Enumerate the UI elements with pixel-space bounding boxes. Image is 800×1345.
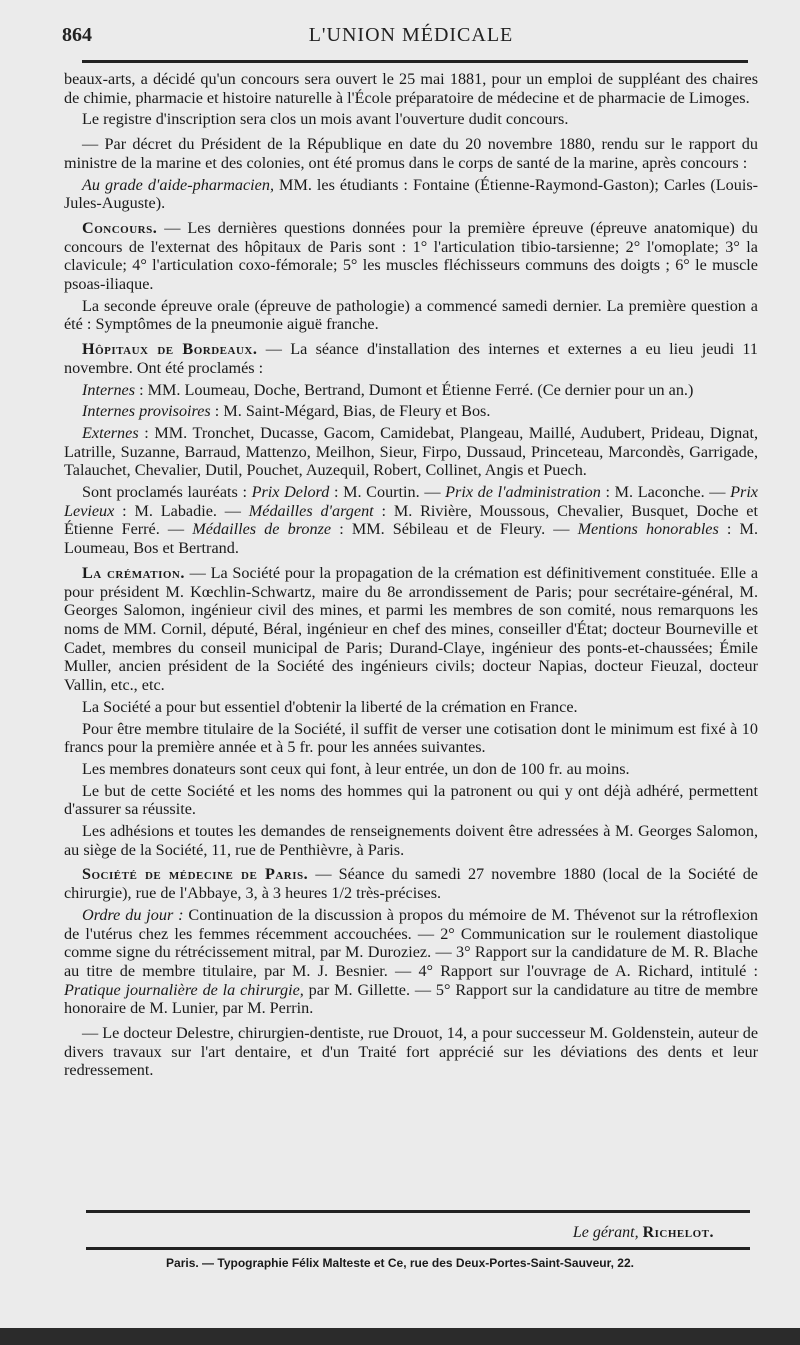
paragraph [64, 340, 758, 377]
italic-lead: Au grade d'aide-pharmacien, [82, 175, 275, 194]
gerant-signature [573, 1224, 714, 1242]
paragraph: Les adhésions et toutes les demandes de renseignements doivent être adressées à M. Georges Salomon, au siège de la Société, 11, rue de Penthièvre, à Paris. [64, 822, 758, 859]
paragraph-text: : M. Saint-Mégard, Bias, de Fleury et Bos. [210, 402, 491, 421]
italic-lead: Internes [82, 380, 136, 399]
text-run: Sont proclamés lauréats : [82, 483, 252, 502]
paragraph [64, 483, 758, 558]
prize-name: Prix Delord [251, 483, 330, 502]
text-run: : MM. Sébileau et de Fleury. — [331, 520, 578, 539]
italic-lead: Externes [82, 423, 139, 442]
paragraph: Les membres donateurs sont ceux qui font, à leur entrée, un don de 100 fr. au moins. [82, 759, 630, 778]
paragraph: La Société a pour but essentiel d'obtenir la liberté de la crémation en France. [82, 697, 578, 716]
running-header [62, 24, 760, 52]
paragraph [64, 402, 758, 421]
paragraph [64, 176, 758, 213]
text-run: : M. Labadie. — [114, 501, 249, 520]
paragraph: Le but de cette Société et les noms des hommes qui la patronent ou qui y ont déjà adhéré, permettent d'assurer sa réussite. [64, 781, 758, 819]
text-run: : M. Rivière, Moussous, Chevalier, Busquet, Doche et Étienne Ferré. — [64, 501, 758, 539]
footer-rule [86, 1247, 750, 1250]
header-rule [82, 60, 748, 63]
section-heading: Hôpitaux de Bordeaux. [82, 340, 258, 359]
paragraph [64, 219, 758, 294]
italic-lead: Internes provisoires [82, 402, 211, 421]
paragraph: beaux-arts, a décidé qu'un concours sera ouvert le 25 mai 1881, pour un emploi de suppléant des chaires de chimie, pharmacie et histoire naturelle à l'École préparatoire de médecine et de pharmacie de Limoges. [64, 70, 758, 107]
prize-name: Prix de l'administration [445, 483, 601, 502]
paragraph: La seconde épreuve orale (épreuve de pathologie) a commencé samedi dernier. La première question a été : Symptômes de la pneumonie aiguë franche. [64, 296, 758, 334]
prize-name: Mentions honorables [577, 520, 719, 539]
printer-imprint: Paris. — Typographie Félix Malteste et Ce, rue des Deux-Portes-Saint-Sauveur, 22. [166, 1256, 634, 1270]
paragraph-text: — La séance d'installation des internes et externes a eu lieu jeudi 11 novembre. Ont été proclamés : [64, 340, 758, 377]
section-heading: La crémation. [82, 563, 185, 582]
paragraph-text: MM. les étudiants : Fontaine (Étienne-Raymond-Gaston); Carles (Louis-Jules-Auguste). [64, 175, 759, 213]
page-number: 864 [62, 24, 92, 46]
text-run: : M. Courtin. — [329, 483, 446, 502]
paragraph-text: — Les dernières questions données pour la première épreuve (épreuve anatomique) du concours de l'externat des hôpitaux de Paris sont : 1° l'articulation tibio-tarsienne; 2° l'omoplate; 3° la clavicule; 4° l'articulation coxo-fémorale; 5° les muscles fléchisseurs communs des doigts ; 6° le muscle psoas-iliaque. [64, 218, 758, 294]
scan-margin [0, 1328, 800, 1345]
journal-title: L'UNION MÉDICALE [308, 24, 514, 46]
section-heading: Société de médecine de Paris. [82, 865, 309, 884]
prize-name: Prix Levieux [64, 483, 758, 520]
text-run: par M. Gillette. — 5° Rapport sur la candidature au titre de membre honoraire de M. Lunier, par M. Perrin. [64, 980, 758, 1018]
paragraph [64, 564, 758, 695]
section-heading: Concours. [82, 218, 158, 237]
text-run: : M. Loumeau, Bos et Bertrand. [64, 520, 758, 558]
italic-lead: Ordre du jour : [82, 905, 184, 924]
paragraph [64, 865, 758, 902]
gerant-name: Richelot. [642, 1224, 714, 1241]
text-run: Continuation de la discussion à propos du mémoire de M. Thévenot sur la rétroflexion de l'utérus chez les femmes récemment accouchées. — 2° Communication sur le roulement diastolique comme signe du rétrécissement mitral, par M. Duroziez. — 3° Rapport sur la candidature de M. R. Blache au titre de membre titulaire, par M. J. Besnier. — 4° Rapport sur l'ouvrage de A. Richard, intitulé : [64, 905, 758, 980]
prize-name: Médailles d'argent [248, 501, 374, 520]
gerant-label: Le gérant, [572, 1224, 639, 1241]
paragraph [64, 381, 758, 400]
paragraph: — Le docteur Delestre, chirurgien-dentiste, rue Drouot, 14, a pour successeur M. Goldenstein, auteur de divers travaux sur l'art dentaire, et d'un Traité fort apprécié sur les déviations des dents et leur redressement. [64, 1024, 758, 1080]
paragraph-text: — La Société pour la propagation de la crémation est définitivement constituée. Elle a pour président M. Kœchlin-Schwartz, maire du 8e arrondissement de Paris; pour secrétaire-général, M. Georges Salomon, ingénieur civil des mines, et parmi les membres de son comité, nous remarquons les noms de MM. Cornil, député, Béral, ingénieur en chef des mines, conseiller d'État; docteur Bourneville et Cadet, membres du conseil municipal de Paris; Durand-Claye, ingénieur des ponts-et-chaussées; Émile Muller, ancien président de la Société des ingénieurs civils; docteur Napias, docteur Fieuzal, docteur Vallin, etc., etc. [64, 563, 758, 695]
paragraph [64, 906, 758, 1018]
paragraph-text: — Séance du samedi 27 novembre 1880 (local de la Société de chirurgie), rue de l'Abbaye, 3, à 3 heures 1/2 très-précises. [64, 865, 758, 903]
article-body [64, 70, 758, 1083]
paragraph: Le registre d'inscription sera clos un mois avant l'ouverture dudit concours. [82, 110, 569, 129]
paragraph: Pour être membre titulaire de la Société, il suffit de verser une cotisation dont le minimum est fixé à 10 francs pour la première année et à 5 fr. pour les années suivantes. [64, 719, 758, 757]
paragraph-text: : MM. Tronchet, Ducasse, Gacom, Camidebat, Plangeau, Maillé, Audubert, Prideau, Dignat, Latrille, Suzanne, Barraud, Mattenzo, Meilhon, Sieur, Firpo, Dussaud, Princeteau, Marcondès, Garrigade, Talauchet, Chevalier, Dutil, Pouchet, Auzequil, Robert, Collinet, Angis et Puech. [64, 423, 758, 480]
footer-rule [86, 1210, 750, 1213]
text-run: : M. Laconche. — [600, 483, 731, 502]
prize-name: Médailles de bronze [192, 520, 332, 539]
book-title: Pratique journalière de la chirurgie, [64, 980, 304, 999]
paragraph: — Par décret du Président de la République en date du 20 novembre 1880, rendu sur le rapport du ministre de la marine et des colonies, ont été promus dans le corps de santé de la marine, après concours : [64, 135, 758, 172]
paragraph [64, 424, 758, 480]
paragraph-text: : MM. Loumeau, Doche, Bertrand, Dumont et Étienne Ferré. (Ce dernier pour un an.) [135, 380, 694, 399]
